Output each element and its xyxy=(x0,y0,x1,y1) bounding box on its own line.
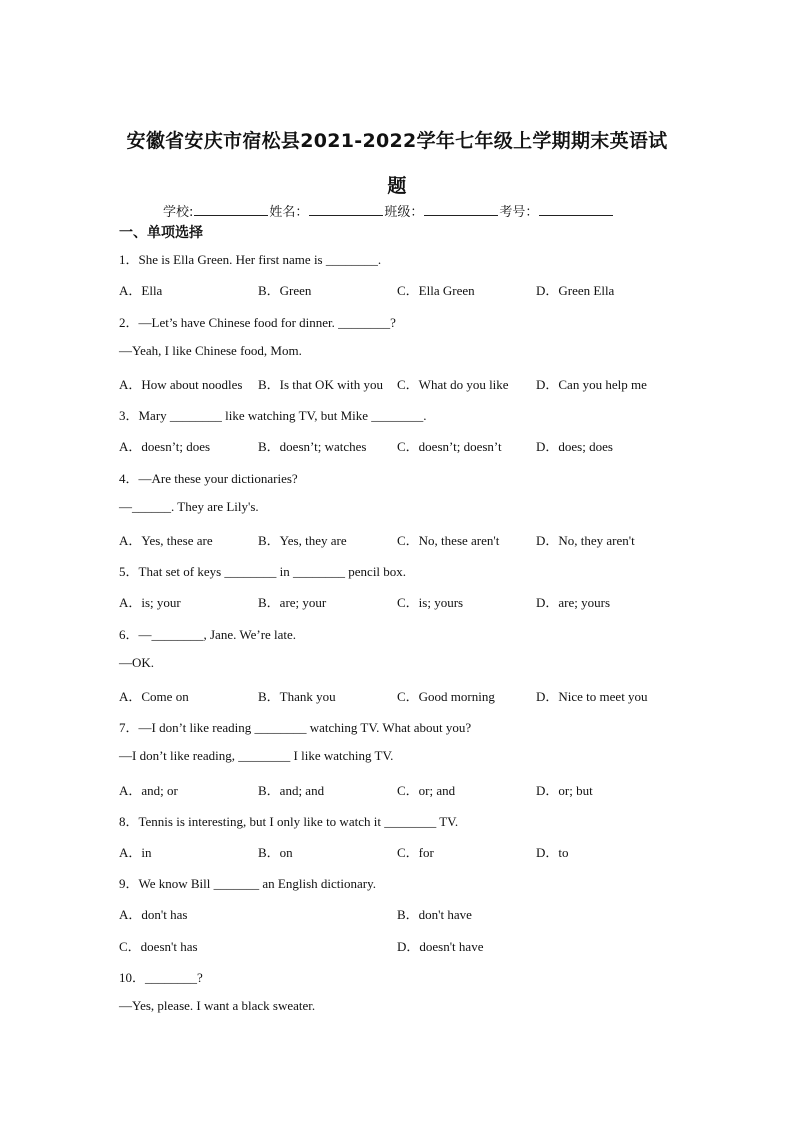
question-8-option-c[interactable]: C．for xyxy=(397,845,434,860)
question-7-option-d[interactable]: D．or; but xyxy=(536,783,593,798)
question-6-stem: 6．—________, Jane. We’re late. xyxy=(119,627,297,642)
question-6-option-c[interactable]: C．Good morning xyxy=(397,689,495,704)
question-9-stem: 9．We know Bill _______ an English dictionary. xyxy=(119,876,376,891)
question-3-option-b[interactable]: B．doesn’t; watches xyxy=(258,439,367,454)
question-1-option-a[interactable]: A．Ella xyxy=(119,283,163,298)
question-9-option-c[interactable]: C．doesn't has xyxy=(119,939,198,954)
question-5-options xyxy=(119,592,679,610)
question-9-option-a[interactable]: A．don't has xyxy=(119,907,188,922)
question-3-stem: 3．Mary ________ like watching TV, but Mike ________. xyxy=(119,408,427,423)
question-2-options xyxy=(119,374,679,392)
number-label: 考号： xyxy=(499,205,539,220)
class-label: 班级： xyxy=(384,205,424,220)
question-2-option-c[interactable]: C．What do you like xyxy=(397,377,509,392)
question-8-stem: 8．Tennis is interesting, but I only like to watch it ________ TV. xyxy=(119,814,459,829)
question-1-option-b[interactable]: B．Green xyxy=(258,283,312,298)
question-4-stem: 4．—Are these your dictionaries? xyxy=(119,471,298,486)
question-6-reply: —OK. xyxy=(119,655,155,670)
question-5-option-c[interactable]: C．is; yours xyxy=(397,595,464,610)
question-6-option-a[interactable]: A．Come on xyxy=(119,689,189,704)
question-9-options-row-2 xyxy=(119,936,679,954)
question-4-option-a[interactable]: A．Yes, these are xyxy=(119,533,213,548)
question-8-options xyxy=(119,842,679,860)
question-1-option-c[interactable]: C．Ella Green xyxy=(397,283,475,298)
question-9-options-row-1 xyxy=(119,904,679,922)
question-4-options xyxy=(119,530,679,548)
question-9-option-d[interactable]: D．doesn't have xyxy=(397,939,484,954)
question-6-options xyxy=(119,686,679,704)
number-blank[interactable] xyxy=(539,203,613,216)
question-7-option-c[interactable]: C．or; and xyxy=(397,783,456,798)
question-2-option-a[interactable]: A．How about noodles xyxy=(119,377,243,392)
question-7-stem: 7．—I don’t like reading ________ watching TV. What about you? xyxy=(119,720,472,735)
question-4-option-b[interactable]: B．Yes, they are xyxy=(258,533,347,548)
question-10-reply: —Yes, please. I want a black sweater. xyxy=(119,998,316,1013)
question-1-options xyxy=(119,280,679,298)
question-2-reply: —Yeah, I like Chinese food, Mom. xyxy=(119,343,302,358)
question-2-stem: 2．—Let’s have Chinese food for dinner. ________? xyxy=(119,315,396,330)
question-7-reply: —I don’t like reading, ________ I like watching TV. xyxy=(119,748,394,763)
section-heading: 一、单项选择 xyxy=(119,225,203,241)
question-8-option-a[interactable]: A．in xyxy=(119,845,152,860)
question-5-option-d[interactable]: D．are; yours xyxy=(536,595,611,610)
question-1-option-d[interactable]: D．Green Ella xyxy=(536,283,615,298)
question-4-reply: —______. They are Lily's. xyxy=(119,499,259,514)
question-5-stem: 5．That set of keys ________ in ________ pencil box. xyxy=(119,564,407,579)
question-8-option-d[interactable]: D．to xyxy=(536,845,569,860)
school-blank[interactable] xyxy=(194,203,268,216)
question-7-option-a[interactable]: A．and; or xyxy=(119,783,178,798)
question-3-options xyxy=(119,436,679,454)
exam-title-line-1: 安徽省安庆市宿松县2021-2022学年七年级上学期期末英语试 xyxy=(126,130,668,152)
question-3-option-c[interactable]: C．doesn’t; doesn’t xyxy=(397,439,502,454)
question-2-option-b[interactable]: B．Is that OK with you xyxy=(258,377,383,392)
name-blank[interactable] xyxy=(309,203,383,216)
question-3-option-d[interactable]: D．does; does xyxy=(536,439,613,454)
question-1-stem: 1．She is Ella Green. Her first name is ________. xyxy=(119,252,382,267)
question-8-option-b[interactable]: B．on xyxy=(258,845,293,860)
exam-title-line-2: 题 xyxy=(387,175,407,197)
student-info-row xyxy=(163,201,614,220)
question-3-option-a[interactable]: A．doesn’t; does xyxy=(119,439,211,454)
question-7-options xyxy=(119,780,679,798)
question-10-stem: 10．________? xyxy=(119,970,203,985)
school-label: 学校: xyxy=(163,205,194,220)
class-blank[interactable] xyxy=(424,203,498,216)
question-4-option-c[interactable]: C．No, these aren't xyxy=(397,533,500,548)
question-5-option-a[interactable]: A．is; your xyxy=(119,595,181,610)
question-6-option-b[interactable]: B．Thank you xyxy=(258,689,336,704)
question-2-option-d[interactable]: D．Can you help me xyxy=(536,377,647,392)
question-4-option-d[interactable]: D．No, they aren't xyxy=(536,533,635,548)
question-6-option-d[interactable]: D．Nice to meet you xyxy=(536,689,648,704)
name-label: 姓名： xyxy=(269,205,309,220)
question-5-option-b[interactable]: B．are; your xyxy=(258,595,327,610)
question-7-option-b[interactable]: B．and; and xyxy=(258,783,325,798)
question-9-option-b[interactable]: B．don't have xyxy=(397,907,472,922)
